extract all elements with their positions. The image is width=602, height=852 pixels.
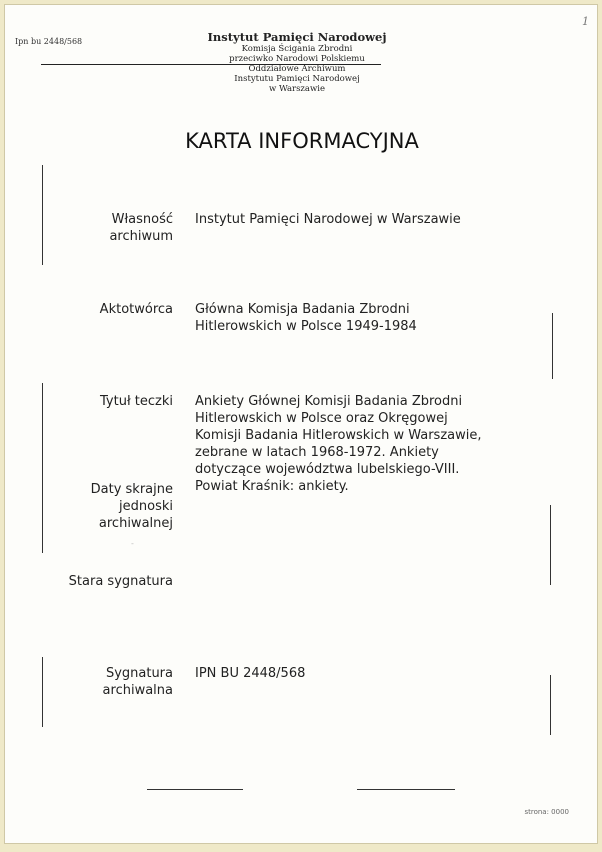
signature-line — [357, 789, 455, 790]
label-line: Stara sygnatura — [68, 574, 173, 589]
label-daty — [11, 481, 173, 532]
document-page — [4, 4, 598, 844]
stamp-line: przeciwko Narodowi Polskiemu — [229, 54, 365, 64]
stamp-line: w Warszawie — [268, 84, 326, 94]
label-wlasnosc — [11, 211, 173, 245]
page-title: KARTA INFORMACYJNA — [185, 129, 419, 153]
label-sygnatura — [11, 665, 173, 699]
stamp-line: Oddziałowe Archiwum — [248, 64, 346, 74]
label-line: Tytuł teczki — [100, 394, 173, 409]
margin-mark — [550, 505, 551, 585]
value-aktotworca — [195, 301, 525, 335]
scan-artifact: - — [131, 539, 134, 548]
margin-mark — [42, 383, 43, 553]
label-line: Własność — [111, 212, 173, 227]
institution-stamp — [181, 31, 413, 94]
stamp-line: Instytut Pamięci Narodowej — [207, 30, 387, 44]
value-line: Instytut Pamięci Narodowej w Warszawie — [195, 212, 461, 227]
margin-mark — [552, 313, 553, 379]
value-line: Hitlerowskich w Polsce 1949-1984 — [195, 319, 417, 334]
value-line: Powiat Kraśnik: ankiety. — [195, 479, 349, 494]
label-line: archiwalna — [102, 683, 173, 698]
label-aktotworca — [11, 301, 173, 318]
label-line: Daty skrajne — [90, 482, 173, 497]
value-line: IPN BU 2448/568 — [195, 666, 306, 681]
value-wlasnosc — [195, 211, 525, 228]
label-stara — [11, 573, 173, 590]
margin-mark — [42, 165, 43, 265]
footer-note: strona: 0000 — [524, 808, 569, 816]
margin-mark — [550, 675, 551, 735]
value-line: Ankiety Głównej Komisji Badania Zbrodni — [195, 394, 463, 409]
value-line: zebrane w latach 1968-1972. Ankiety — [195, 445, 439, 460]
signature-line — [147, 789, 243, 790]
stamp-line: Instytutu Pamięci Narodowej — [234, 74, 360, 84]
margin-mark — [42, 657, 43, 727]
label-line: Aktotwórca — [99, 302, 173, 317]
value-line: Komisji Badania Hitlerowskich w Warszawie, — [195, 428, 482, 443]
page-number: 1 — [582, 15, 589, 28]
reference-number: Ipn bu 2448/568 — [15, 37, 83, 46]
value-sygnatura — [195, 665, 525, 682]
label-line: jednoski — [119, 499, 173, 514]
label-line: archiwum — [109, 229, 173, 244]
label-line: Sygnatura — [105, 666, 173, 681]
label-tytul — [11, 393, 173, 410]
value-line: Hitlerowskich w Polsce oraz Okręgowej — [195, 411, 448, 426]
label-line: archiwalnej — [98, 516, 173, 531]
value-line: Główna Komisja Badania Zbrodni — [195, 302, 410, 317]
value-line: dotyczące województwa lubelskiego-VIII. — [195, 462, 460, 477]
stamp-rule — [41, 64, 381, 65]
value-tytul — [195, 393, 525, 495]
stamp-line: Komisja Ścigania Zbrodni — [241, 44, 353, 54]
